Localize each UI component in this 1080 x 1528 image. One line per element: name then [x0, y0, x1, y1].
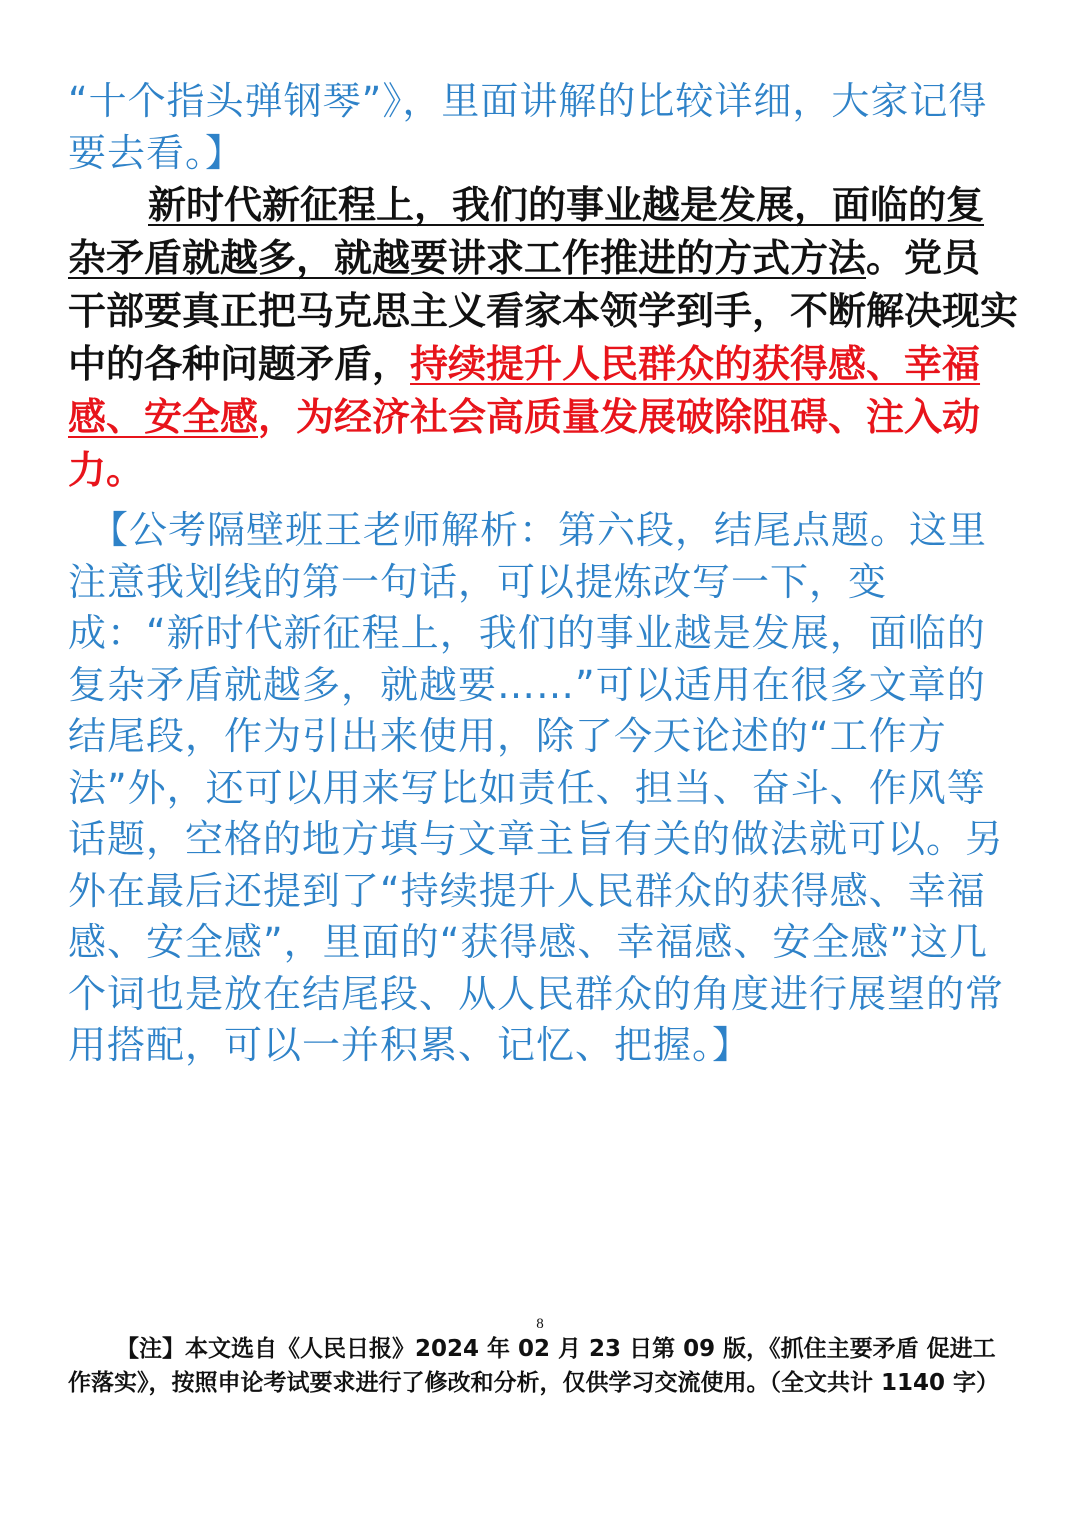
analysis-tail-text: “十个指头弹钢琴”》，里面讲解的比较详细，大家记得要去看。】 [68, 79, 988, 175]
underlined-sentence: 新时代新征程上，我们的事业越是发展，面临的复杂矛盾就越多，就越要讲求工作推进的方式方法 [68, 183, 985, 280]
page-number: 8 [536, 1316, 544, 1332]
red-underlined-phrase: 持续提升人民群众的获得感、幸福感、安全感 [68, 342, 981, 439]
source-note: 【注】本文选自《人民日报》2024 年 02 月 23 日第 09 版，《抓住主要矛盾 促进工作落实》，按照申论考试要求进行了修改和分析，仅供学习交流使用。（全文共计 1140 字） [68, 1336, 1000, 1396]
analysis-text: 【公考隔壁班王老师解析：第六段，结尾点题。这里注意我划线的第一句话，可以提炼改写一下，变成：“新时代新征程上，我们的事业越是发展，面临的复杂矛盾就越多，就越要……”可以适用在很多文章的结尾段，作为引出来使用，除了今天论述的“工作方法”外，还可以用来写比如责任、担当、奋斗、作风等话题，空格的地方填与文章主旨有关的做法就可以。另外在最后还提到了“持续提升人民群众的获得感、幸福感、安全感”，里面的“获得感、幸福感、安全感”这几个词也是放在结尾段、从人民群众的角度进行展望的常用搭配，可以一并积累、记忆、把握。】 [68, 508, 1005, 1067]
document-page [68, 76, 1018, 1072]
plain-text: 。党员干部要真正把马克思主义看家本领学到手，不断解决现实中的各种问题矛盾， [68, 236, 1019, 386]
body-paragraph [68, 179, 1018, 497]
red-text: ，为经济社会高质量发展破除阻碍、注入动力。 [68, 395, 981, 492]
analysis-paragraph [68, 505, 1018, 1072]
